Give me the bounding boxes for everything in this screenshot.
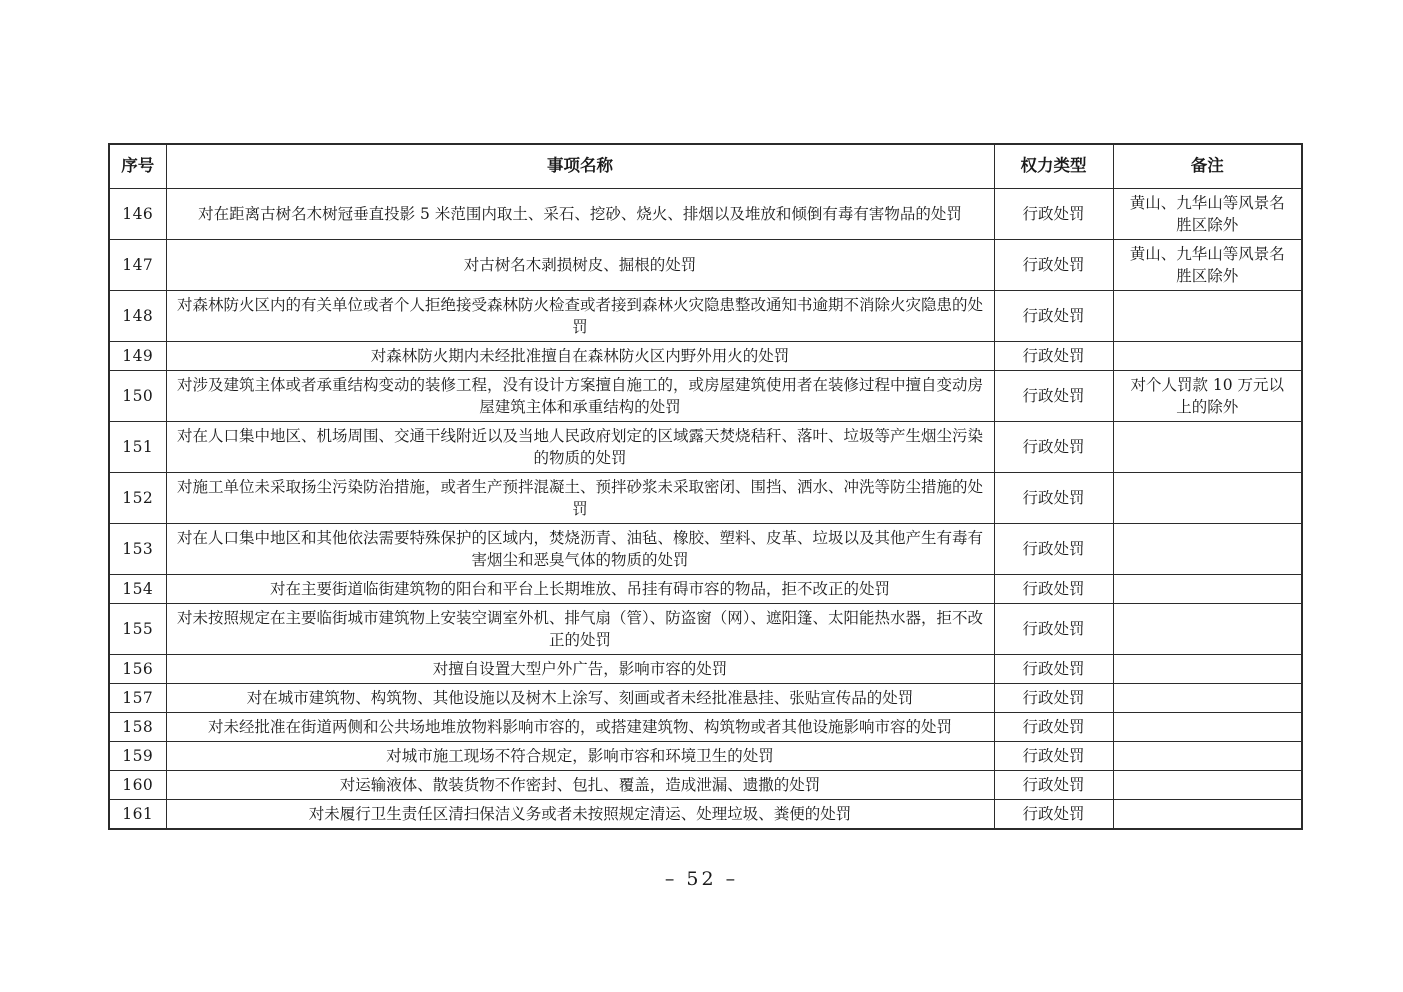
row-item-name: 对在人口集中地区和其他依法需要特殊保护的区域内，焚烧沥青、油毡、橡胶、塑料、皮革、垃圾以及其他产生有毒有害烟尘和恶臭气体的物质的处罚 [166,523,994,574]
row-item-name: 对施工单位未采取扬尘污染防治措施，或者生产预拌混凝土、预拌砂浆未采取密闭、围挡、洒水、冲洗等防尘措施的处罚 [166,472,994,523]
row-serial-number: 155 [109,603,166,654]
column-header-item-name: 事项名称 [166,144,994,188]
column-header-remark: 备注 [1113,144,1302,188]
row-serial-number: 149 [109,341,166,370]
row-serial-number: 147 [109,239,166,290]
row-remark [1113,523,1302,574]
penalty-items-table [108,143,1303,830]
row-item-name: 对森林防火期内未经批准擅自在森林防火区内野外用火的处罚 [166,341,994,370]
row-item-name: 对未履行卫生责任区清扫保洁义务或者未按照规定清运、处理垃圾、粪便的处罚 [166,799,994,829]
row-power-type: 行政处罚 [994,799,1113,829]
table-row [109,523,1302,574]
table-row [109,239,1302,290]
row-remark: 黄山、九华山等风景名胜区除外 [1113,239,1302,290]
row-power-type: 行政处罚 [994,770,1113,799]
row-serial-number: 152 [109,472,166,523]
row-item-name: 对在城市建筑物、构筑物、其他设施以及树木上涂写、刻画或者未经批准悬挂、张贴宣传品的处罚 [166,683,994,712]
table-row [109,770,1302,799]
table-row [109,370,1302,421]
row-item-name: 对森林防火区内的有关单位或者个人拒绝接受森林防火检查或者接到森林火灾隐患整改通知书逾期不消除火灾隐患的处罚 [166,290,994,341]
row-item-name: 对古树名木剥损树皮、掘根的处罚 [166,239,994,290]
row-serial-number: 157 [109,683,166,712]
row-item-name: 对运输液体、散装货物不作密封、包扎、覆盖，造成泄漏、遗撒的处罚 [166,770,994,799]
row-power-type: 行政处罚 [994,741,1113,770]
row-serial-number: 154 [109,574,166,603]
row-item-name: 对在主要街道临街建筑物的阳台和平台上长期堆放、吊挂有碍市容的物品，拒不改正的处罚 [166,574,994,603]
row-power-type: 行政处罚 [994,370,1113,421]
row-item-name: 对在距离古树名木树冠垂直投影 5 米范围内取土、采石、挖砂、烧火、排烟以及堆放和倾倒有毒有害物品的处罚 [166,188,994,239]
table-row [109,574,1302,603]
row-power-type: 行政处罚 [994,341,1113,370]
table-row [109,603,1302,654]
row-serial-number: 146 [109,188,166,239]
row-serial-number: 148 [109,290,166,341]
row-serial-number: 160 [109,770,166,799]
row-power-type: 行政处罚 [994,654,1113,683]
table-row [109,683,1302,712]
row-remark [1113,712,1302,741]
row-serial-number: 151 [109,421,166,472]
page-number: – 52 – [664,868,739,890]
row-serial-number: 153 [109,523,166,574]
row-remark [1113,421,1302,472]
row-serial-number: 158 [109,712,166,741]
row-power-type: 行政处罚 [994,574,1113,603]
table-row [109,421,1302,472]
row-item-name: 对擅自设置大型户外广告，影响市容的处罚 [166,654,994,683]
row-remark [1113,799,1302,829]
column-header-serial-number: 序号 [109,144,166,188]
row-item-name: 对城市施工现场不符合规定，影响市容和环境卫生的处罚 [166,741,994,770]
table-row [109,741,1302,770]
row-remark [1113,341,1302,370]
row-remark [1113,770,1302,799]
row-remark [1113,574,1302,603]
row-serial-number: 161 [109,799,166,829]
table-row [109,188,1302,239]
row-remark [1113,290,1302,341]
row-item-name: 对在人口集中地区、机场周围、交通干线附近以及当地人民政府划定的区域露天焚烧秸秆、落叶、垃圾等产生烟尘污染的物质的处罚 [166,421,994,472]
row-item-name: 对涉及建筑主体或者承重结构变动的装修工程，没有设计方案擅自施工的，或房屋建筑使用者在装修过程中擅自变动房屋建筑主体和承重结构的处罚 [166,370,994,421]
table-row [109,341,1302,370]
row-remark [1113,654,1302,683]
row-power-type: 行政处罚 [994,712,1113,741]
row-power-type: 行政处罚 [994,683,1113,712]
row-power-type: 行政处罚 [994,472,1113,523]
table-row [109,290,1302,341]
row-serial-number: 156 [109,654,166,683]
row-serial-number: 150 [109,370,166,421]
row-remark [1113,603,1302,654]
row-remark [1113,472,1302,523]
column-header-power-type: 权力类型 [994,144,1113,188]
row-remark [1113,683,1302,712]
table-header-row [109,144,1302,188]
row-power-type: 行政处罚 [994,421,1113,472]
row-item-name: 对未按照规定在主要临街城市建筑物上安装空调室外机、排气扇（管）、防盗窗（网）、遮阳篷、太阳能热水器，拒不改正的处罚 [166,603,994,654]
row-power-type: 行政处罚 [994,239,1113,290]
row-power-type: 行政处罚 [994,603,1113,654]
table-row [109,472,1302,523]
table-row [109,712,1302,741]
row-serial-number: 159 [109,741,166,770]
table-row [109,654,1302,683]
row-power-type: 行政处罚 [994,290,1113,341]
row-remark: 黄山、九华山等风景名胜区除外 [1113,188,1302,239]
row-remark [1113,741,1302,770]
row-power-type: 行政处罚 [994,188,1113,239]
table-row [109,799,1302,829]
row-item-name: 对未经批准在街道两侧和公共场地堆放物料影响市容的，或搭建建筑物、构筑物或者其他设施影响市容的处罚 [166,712,994,741]
row-remark: 对个人罚款 10 万元以上的除外 [1113,370,1302,421]
row-power-type: 行政处罚 [994,523,1113,574]
